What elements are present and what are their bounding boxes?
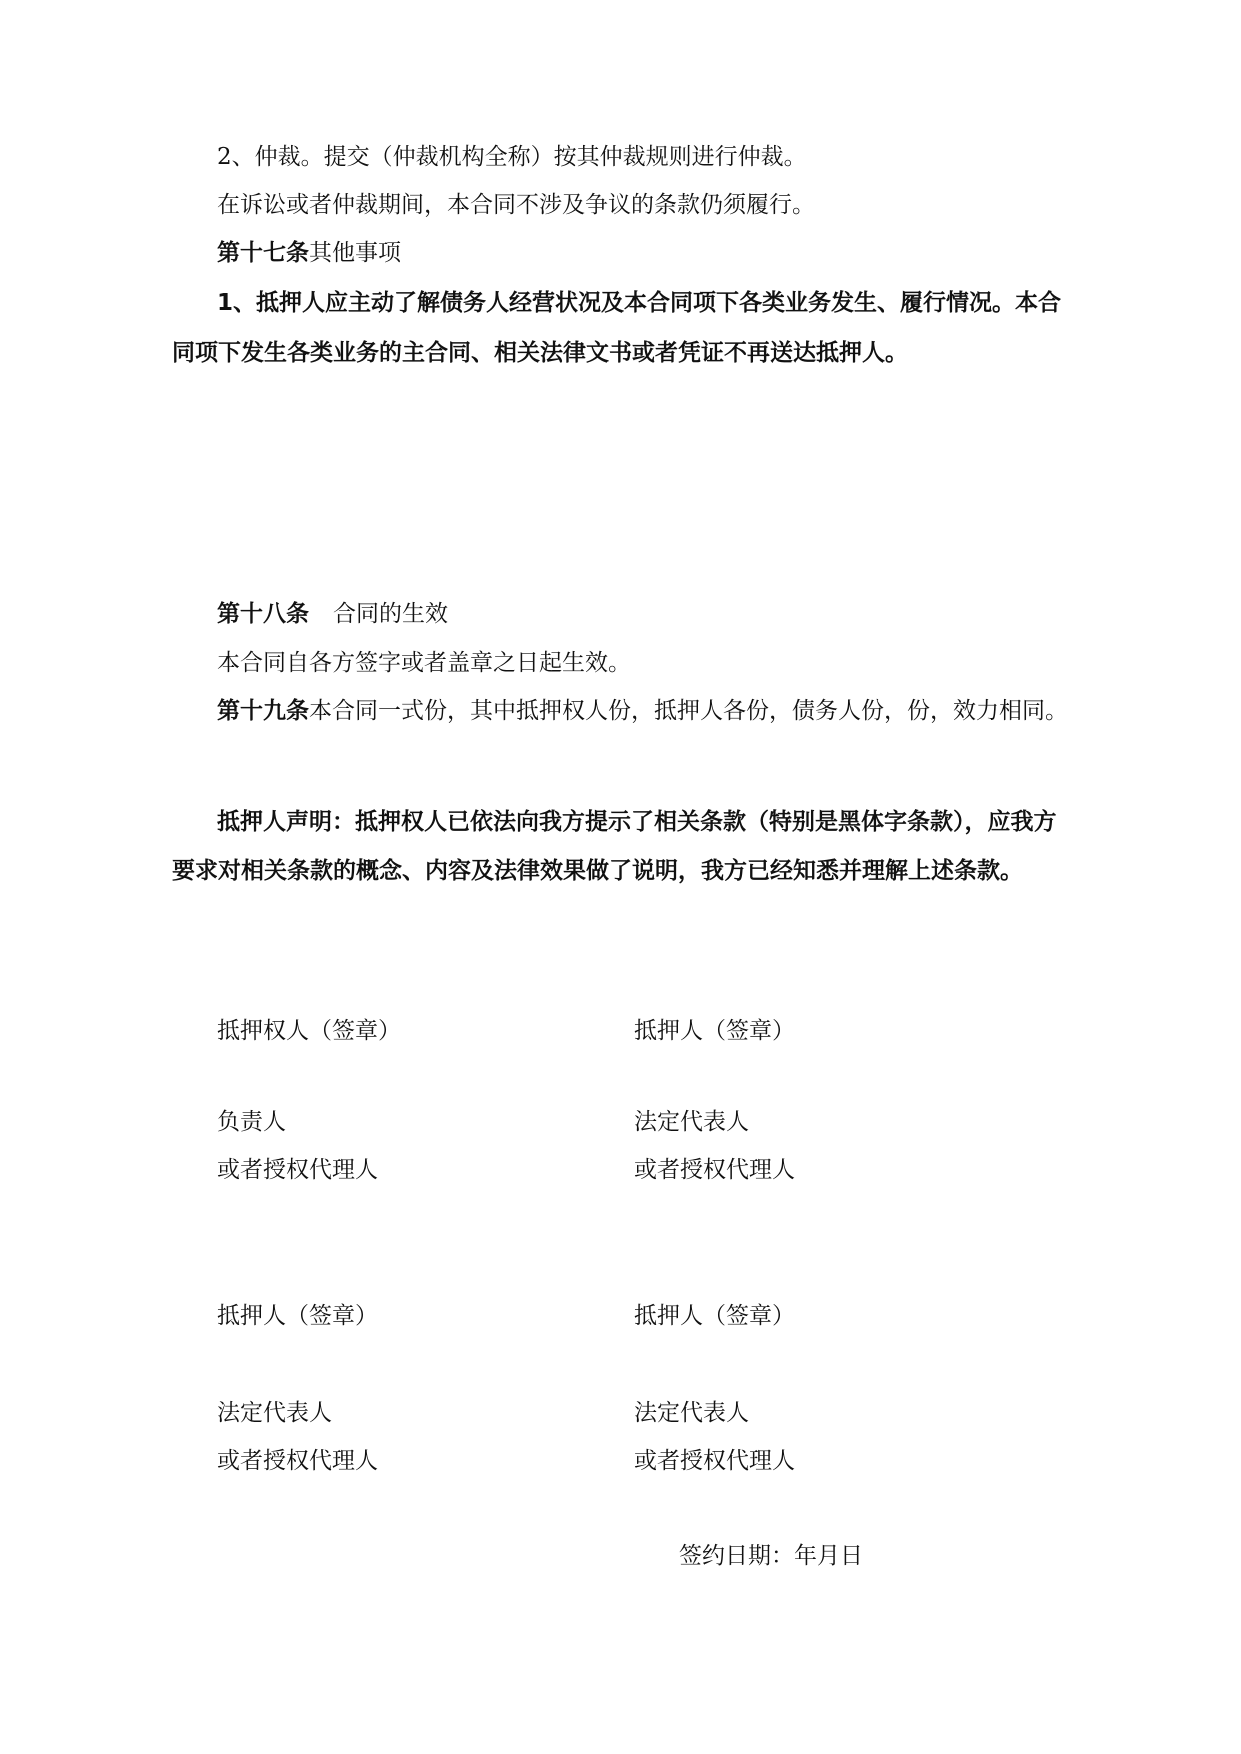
mortgagor-statement-line1: 抵押人声明：抵押权人已依法向我方提示了相关条款（特别是黑体字条款），应我方 xyxy=(217,809,1057,835)
dispute-performance-clause: 在诉讼或者仲裁期间，本合同不涉及争议的条款仍须履行。 xyxy=(217,192,815,218)
article-19 xyxy=(217,696,1068,726)
article-19-label: 第十九条 xyxy=(217,698,309,724)
signature-role-responsible-person: 负责人 xyxy=(217,1109,286,1135)
signature-party-mortgagor: 抵押人（签章） xyxy=(634,1018,795,1044)
article-18-body: 本合同自各方签字或者盖章之日起生效。 xyxy=(217,650,631,676)
article-17-title: 其他事项 xyxy=(309,240,401,266)
article-17-heading xyxy=(217,238,401,268)
signature-agent-left: 或者授权代理人 xyxy=(217,1157,378,1183)
signature-party-mortgagor-3: 抵押人（签章） xyxy=(634,1303,795,1329)
article-17-label: 第十七条 xyxy=(217,240,309,266)
article-18-heading xyxy=(217,599,448,629)
signing-date: 签约日期：年月日 xyxy=(679,1543,863,1569)
arbitration-clause: 2、仲裁。提交（仲裁机构全称）按其仲裁规则进行仲裁。 xyxy=(217,144,807,170)
article-18-title: 合同的生效 xyxy=(333,601,448,627)
mortgagor-statement-line2: 要求对相关条款的概念、内容及法律效果做了说明，我方已经知悉并理解上述条款。 xyxy=(172,858,1023,884)
article-18-label: 第十八条 xyxy=(217,601,309,627)
signature-party-mortgagee: 抵押权人（签章） xyxy=(217,1018,401,1044)
article-19-body: 本合同一式份，其中抵押权人份，抵押人各份，债务人份，份，效力相同。 xyxy=(309,698,1068,724)
signature-role-legal-representative: 法定代表人 xyxy=(634,1109,749,1135)
article-17-item1-line2: 同项下发生各类业务的主合同、相关法律文书或者凭证不再送达抵押人。 xyxy=(172,340,908,366)
signature-role-legal-representative-2: 法定代表人 xyxy=(217,1400,332,1426)
article-17-item1-line1: 1、抵押人应主动了解债务人经营状况及本合同项下各类业务发生、履行情况。本合 xyxy=(217,290,1062,316)
signature-role-legal-representative-3: 法定代表人 xyxy=(634,1400,749,1426)
signature-agent-right-2: 或者授权代理人 xyxy=(634,1448,795,1474)
signature-agent-left-2: 或者授权代理人 xyxy=(217,1448,378,1474)
signature-agent-right: 或者授权代理人 xyxy=(634,1157,795,1183)
signature-party-mortgagor-2: 抵押人（签章） xyxy=(217,1303,378,1329)
